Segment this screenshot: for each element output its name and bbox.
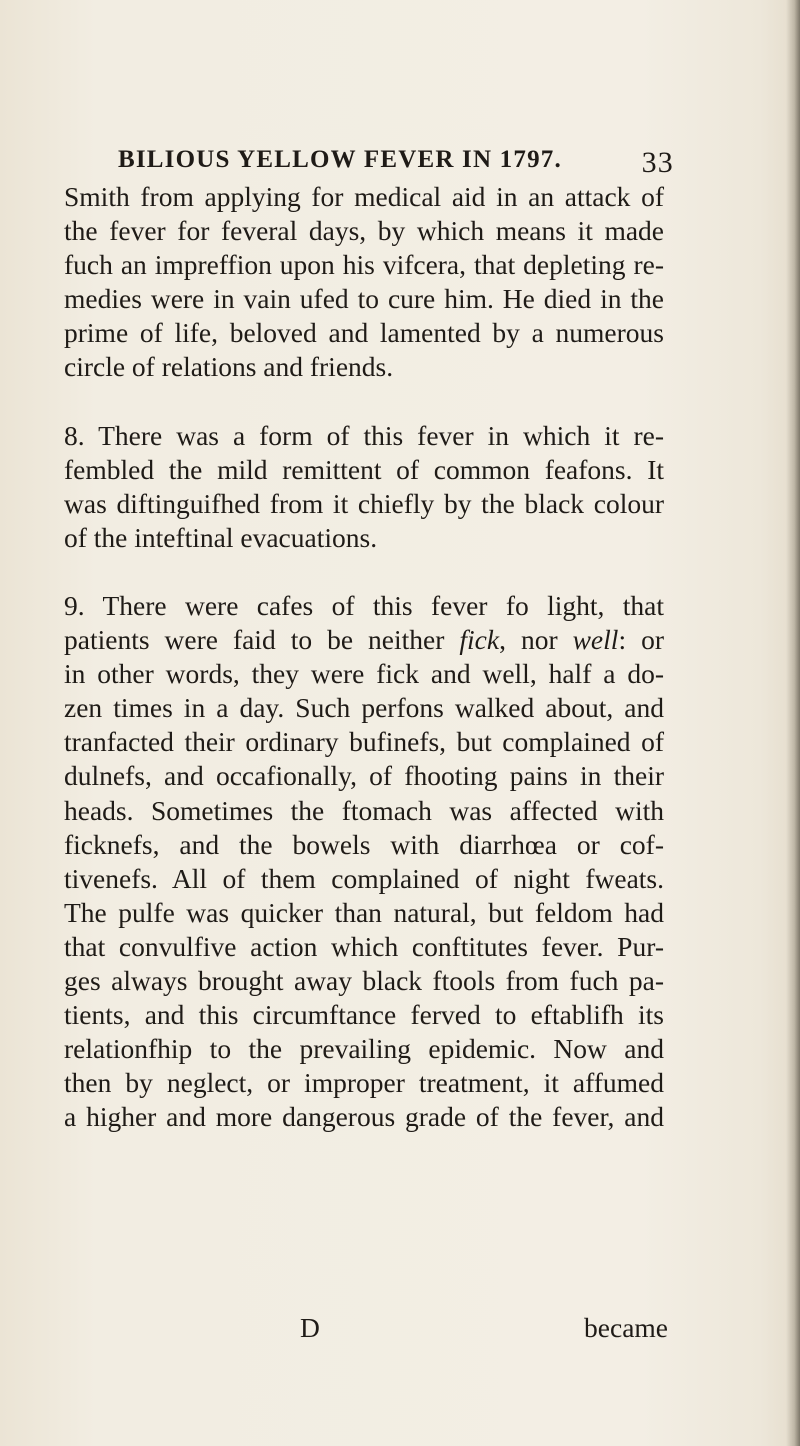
page-number: 33 xyxy=(641,146,674,179)
text-line: fuch an impreffion upon his vifcera, that depleting re- xyxy=(64,249,664,281)
text-line: then by neglect, or improper treatment, it affumed xyxy=(64,1067,664,1099)
text-line: medies were in vain ufed to cure him. He died in the xyxy=(64,283,664,315)
page-footer xyxy=(64,1312,668,1348)
text-line: 8. There was a form of this fever in which it re- xyxy=(64,419,664,451)
text-line: relationfhip to the prevailing epidemic. Now and xyxy=(64,1033,664,1065)
catchword: became xyxy=(584,1312,668,1343)
text-line-with-italics xyxy=(64,623,664,657)
running-title: BILIOUS YELLOW FEVER IN 1797. xyxy=(118,146,562,173)
text-line: heads. Sometimes the ftomach was affected with xyxy=(64,794,664,826)
text-line: of the inteftinal evacuations. xyxy=(64,521,378,553)
text-line: 9. There were cafes of this fever fo light, that xyxy=(64,589,664,621)
body-text xyxy=(64,180,664,1134)
text-line: dulnefs, and occafionally, of fhooting pains in their xyxy=(64,760,664,792)
text-line: The pulfe was quicker than natural, but feldom had xyxy=(64,896,664,928)
text-line: ficknefs, and the bowels with diarrhœa or cof- xyxy=(64,828,664,860)
text-line: prime of life, beloved and lamented by a numerous xyxy=(64,317,664,349)
text-fragment: patients were faid to be neither xyxy=(64,624,460,656)
text-line: fembled the mild remittent of common feafons. It xyxy=(64,453,664,485)
text-line: Smith from applying for medical aid in an attack of xyxy=(64,181,664,212)
text-line: tients, and this circumftance ferved to eftablifh its xyxy=(64,999,664,1031)
text-fragment: : or xyxy=(618,624,664,656)
paragraph-gap xyxy=(64,385,664,419)
text-line: circle of relations and friends. xyxy=(64,351,394,383)
paragraph-gap xyxy=(64,555,664,589)
text-line: tranfacted their ordinary bufinefs, but complained of xyxy=(64,726,664,758)
italic-word: fick xyxy=(459,624,500,656)
text-line: was diftinguifhed from it chiefly by the black colour xyxy=(64,487,664,519)
text-line: the fever for feveral days, by which means it made xyxy=(64,215,664,247)
text-fragment: , nor xyxy=(499,624,573,656)
text-line: that convulfive action which conftitutes fever. Pur- xyxy=(64,930,664,962)
italic-word: well xyxy=(572,624,619,656)
signature-mark: D xyxy=(300,1312,320,1343)
page-edge-shadow xyxy=(786,0,800,1446)
text-line: a higher and more dangerous grade of the fever, and xyxy=(64,1101,664,1133)
text-line: tivenefs. All of them complained of night fweats. xyxy=(64,862,664,894)
text-line: zen times in a day. Such perfons walked about, and xyxy=(64,692,664,724)
text-line: in other words, they were fick and well, half a do- xyxy=(64,658,664,690)
running-head xyxy=(118,146,674,182)
text-line: ges always brought away black ftools from fuch pa- xyxy=(64,964,664,996)
